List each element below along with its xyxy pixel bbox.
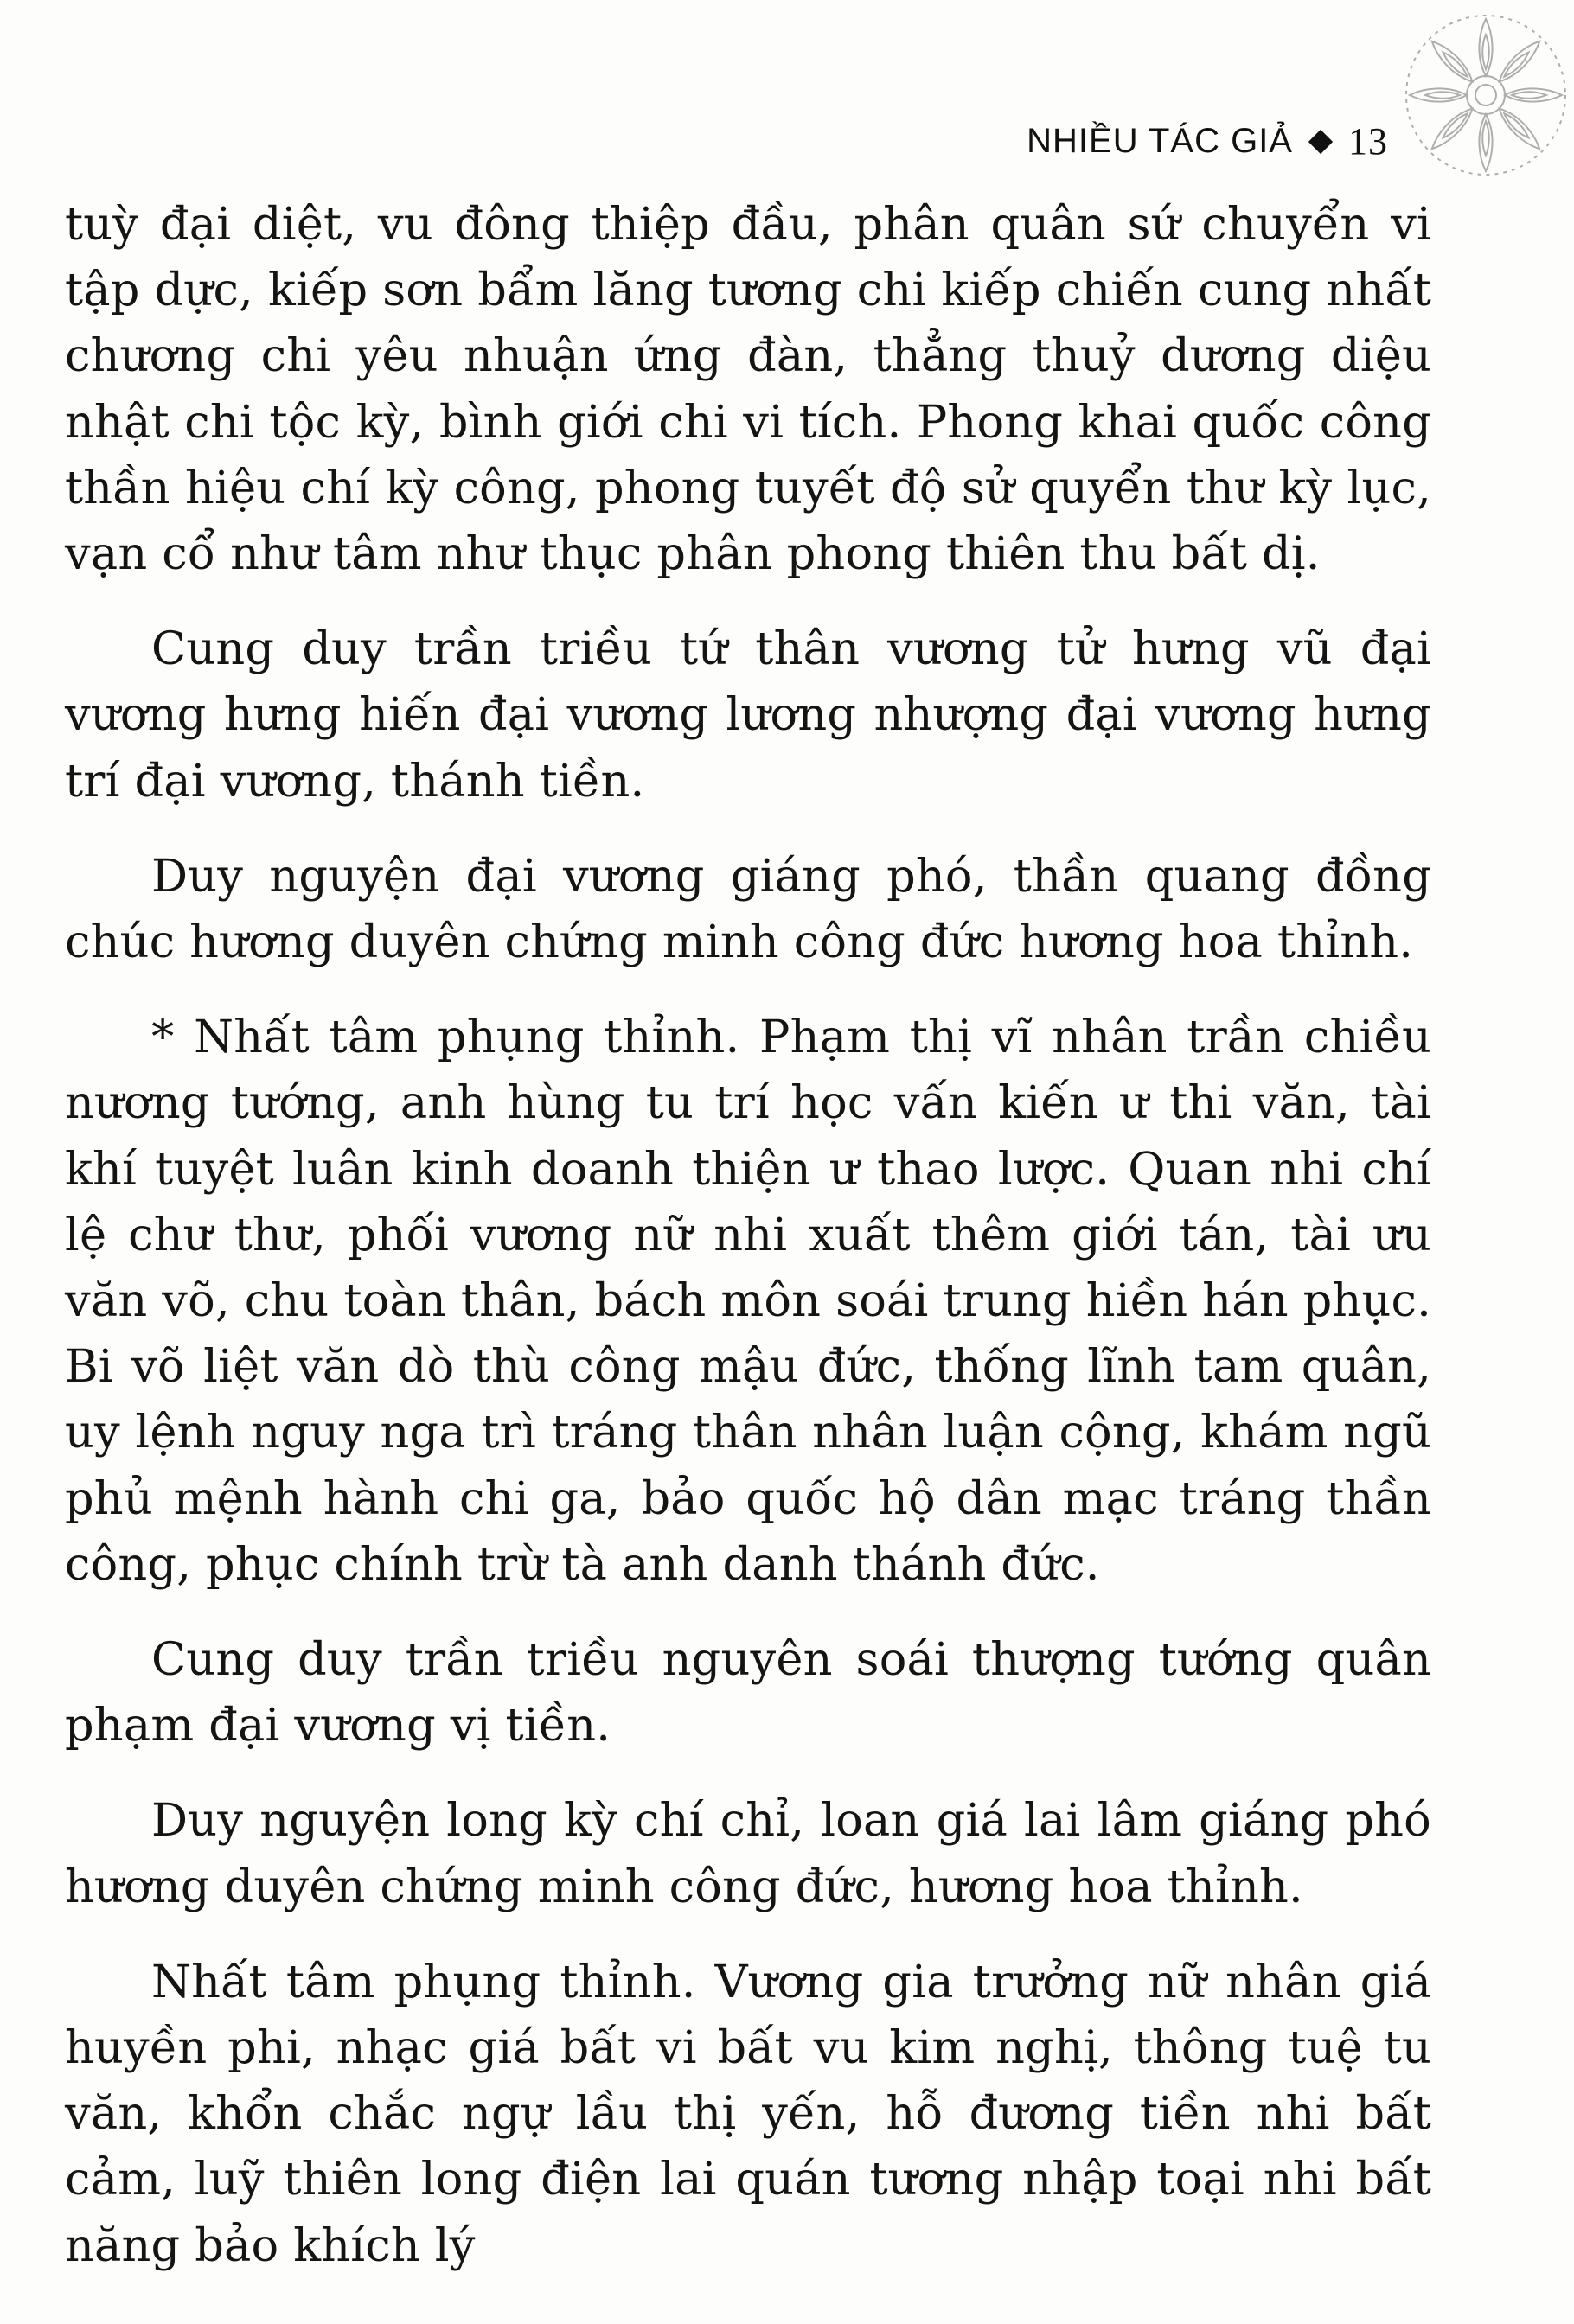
body-text — [65, 192, 1431, 2308]
header-author: NHIỀU TÁC GIẢ — [1027, 122, 1293, 160]
lotus-ornament-icon — [1399, 9, 1572, 182]
page-number: 13 — [1348, 120, 1388, 163]
paragraph-continued: tuỳ đại diệt, vu đông thiệp đầu, phân quân sứ chuyển vi tập dực, kiếp sơn bẩm lăng tương chi kiếp chiến cung nhất chương chi yêu nhuận ứng đàn, thẳng thuỷ dương diệu nhật chi tộc kỳ, bình giới chi vi tích. Phong khai quốc công thần hiệu chí kỳ công, phong tuyết độ sử quyển thư kỳ lục, vạn cổ như tâm như thục phân phong thiên thu bất dị. — [65, 198, 1431, 581]
paragraph: Duy nguyện đại vương giáng phó, thần quang đồng chúc hương duyên chứng minh công đức hương hoa thỉnh. — [65, 849, 1431, 969]
paragraph: Duy nguyện long kỳ chí chỉ, loan giá lai lâm giáng phó hương duyên chứng minh công đức, hương hoa thỉnh. — [65, 1794, 1431, 1913]
paragraph: Nhất tâm phụng thỉnh. Vương gia trưởng nữ nhân giá huyền phi, nhạc giá bất vi bất vu kim nghị, thông tuệ tu văn, khổn chắc ngự lầu thị yến, hỗ đương tiền nhi bất cảm, luỹ thiên long điện lai quán tương nhập toại nhi bất năng bảo khích lý — [65, 1955, 1431, 2272]
paragraph: Cung duy trần triều nguyên soái thượng tướng quân phạm đại vương vị tiền. — [65, 1633, 1431, 1753]
running-header — [1027, 119, 1388, 163]
diamond-bullet-icon — [1308, 129, 1333, 153]
paragraph: Cung duy trần triều tứ thân vương tử hưng vũ đại vương hưng hiến đại vương lương nhượng đại vương hưng trí đại vương, thánh tiền. — [65, 622, 1431, 808]
paragraph: * Nhất tâm phụng thỉnh. Phạm thị vĩ nhân trần chiều nương tướng, anh hùng tu trí học vấn kiến ư thi văn, tài khí tuyệt luân kinh doanh thiện ư thao lược. Quan nhi chí lệ chư thư, phối vương nữ nhi xuất thêm giới tán, tài ưu văn võ, chu toàn thân, bách môn soái trung hiền hán phục. Bi võ liệt văn dò thù công mậu đức, thống lĩnh tam quân, uy lệnh nguy nga trì tráng thân nhân luận cộng, khám ngũ phủ mệnh hành chi ga, bảo quốc hộ dân mạc tráng thần công, phục chính trừ tà anh danh thánh đức. — [65, 1011, 1431, 1591]
